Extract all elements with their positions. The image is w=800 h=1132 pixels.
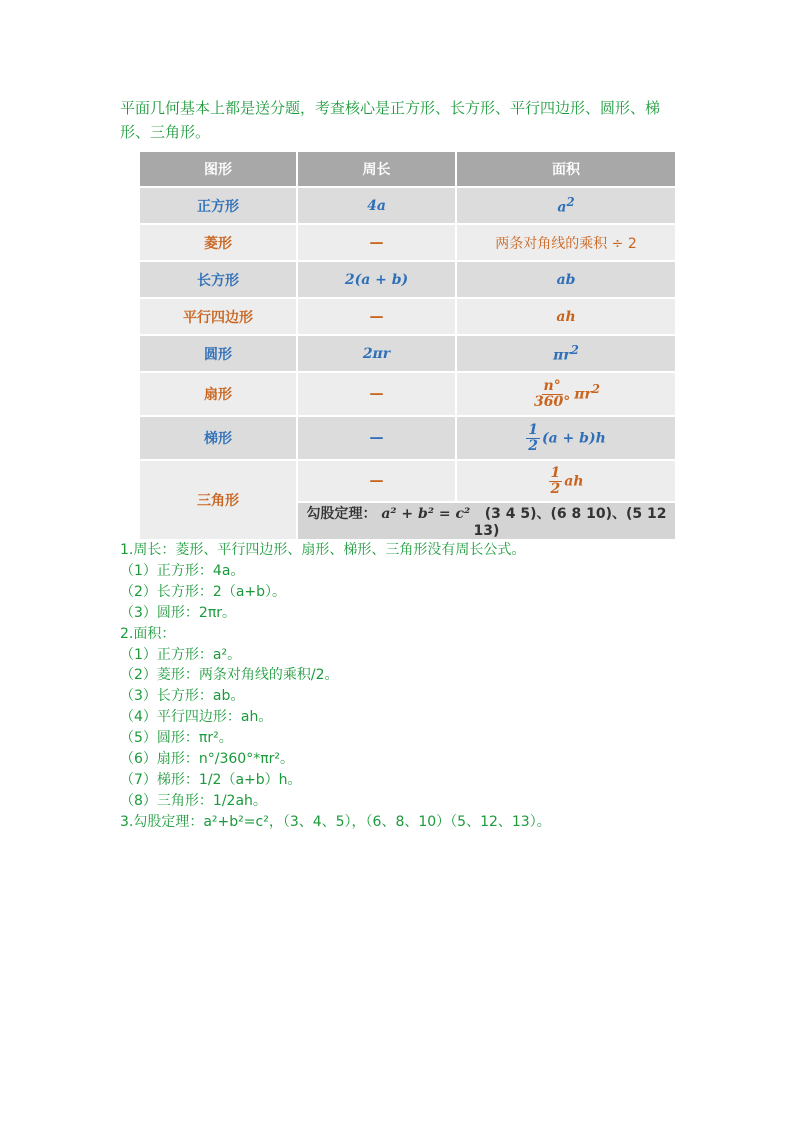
notes-list [120,540,720,833]
area-base: a [557,199,567,216]
shape-name: 三角形 [139,460,297,540]
shape-name: 平行四边形 [139,298,297,335]
pythagoras-formula: a² + b² = c² [381,506,471,522]
shape-name: 圆形 [139,335,297,372]
pythagoras-cell [297,502,676,540]
header-perimeter: 周长 [297,151,456,187]
area-tail: ah [564,473,584,489]
pythagoras-triples: (3 4 5)、(6 8 10)、(5 12 13) [473,506,667,539]
perimeter-formula: 2πr [297,335,456,372]
fraction-numerator: n° [543,377,561,394]
shape-name: 梯形 [139,416,297,460]
area-base: πr [553,347,571,364]
area-exponent: 2 [566,195,575,210]
area-exponent: 2 [570,343,579,358]
area-formula [456,335,676,372]
perimeter-formula: — [297,298,456,335]
fraction [532,379,572,410]
perimeter-formula: — [297,372,456,416]
area-formula: ah [456,298,676,335]
fraction-numerator: 1 [528,421,538,438]
intro-paragraph: 平面几何基本上都是送分题，考查核心是正方形、长方形、平行四边形、圆形、梯形、三角形。 [120,99,661,141]
table-row [139,335,676,372]
table-row [139,261,676,298]
list-item: （2）菱形：两条对角线的乘积/2。 [120,667,339,684]
list-item: 2.面积： [120,625,176,642]
fraction-denominator: 2 [550,480,561,497]
list-item: （4）平行四边形：ah。 [120,709,273,726]
list-item: （2）长方形：2（a+b）。 [120,583,287,600]
list-item: （8）三角形：1/2ah。 [120,792,267,809]
table-row [139,460,676,502]
table-row [139,298,676,335]
area-exponent: 2 [591,381,600,396]
table-row [139,224,676,261]
list-item: 3.勾股定理：a²+b²=c²，（3、4、5），（6、8、10）（5、12、13）。 [120,813,551,830]
fraction-numerator: 1 [550,464,561,481]
perimeter-formula: 4a [297,187,456,224]
area-formula [456,372,676,416]
list-item: （7）梯形：1/2（a+b）h。 [120,771,302,788]
shape-name: 长方形 [139,261,297,298]
area-formula: ab [456,261,676,298]
list-item: （3）圆形：2πr。 [120,604,236,621]
shape-name: 正方形 [139,187,297,224]
area-tail: (a + b)h [541,430,606,446]
area-formula: 两条对角线的乘积 ÷ 2 [456,224,676,261]
list-item: （3）长方形：ab。 [120,688,245,705]
fraction [549,466,563,497]
area-formula [456,460,676,502]
perimeter-formula: — [297,416,456,460]
list-item: （5）圆形：πr²。 [120,730,233,747]
fraction [526,423,540,454]
table-header-row [139,151,676,187]
area-tail: πr [574,386,592,402]
list-item: （6）扇形：n°/360°*πr²。 [120,751,295,768]
list-item: （1）正方形：4a。 [120,562,245,579]
area-formula [456,187,676,224]
perimeter-formula: — [297,460,456,502]
table-row [139,416,676,460]
shape-name: 菱形 [139,224,297,261]
perimeter-formula: — [297,224,456,261]
header-area: 面积 [456,151,676,187]
shape-name: 扇形 [139,372,297,416]
perimeter-formula: 2(a + b) [297,261,456,298]
pythagoras-label: 勾股定理： [306,506,377,522]
fraction-denominator: 360° [534,393,571,410]
fraction-denominator: 2 [528,437,538,454]
area-formula [456,416,676,460]
table-row [139,187,676,224]
header-shape: 图形 [139,151,297,187]
list-item: （1）正方形：a²。 [120,646,242,663]
list-item: 1.周长：菱形、平行四边形、扇形、梯形、三角形没有周长公式。 [120,542,526,558]
table-row [139,372,676,416]
geometry-formula-table [138,150,677,541]
